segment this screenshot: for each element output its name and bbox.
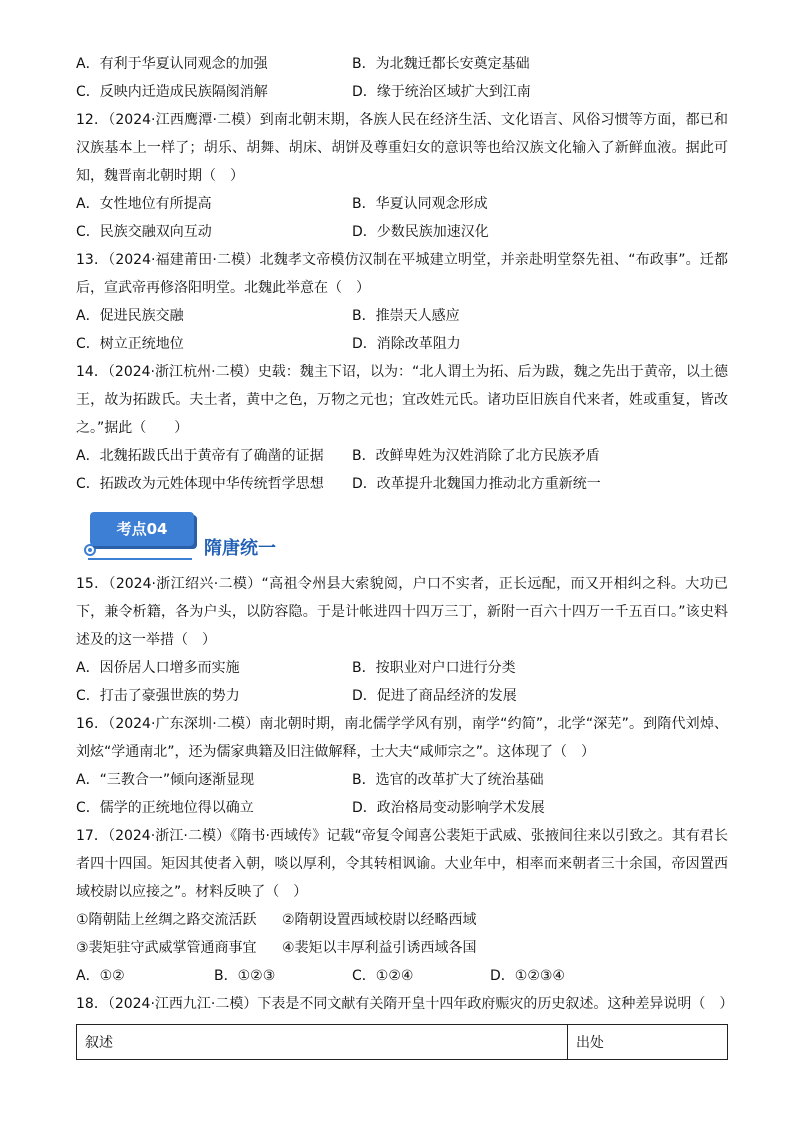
- badge-underline: [88, 548, 192, 560]
- q17-item-2: ②隋朝设置西域校尉以经略西域: [282, 912, 477, 928]
- q11-option-a[interactable]: A．有利于华夏认同观念的加强: [76, 56, 268, 72]
- q17-option-d[interactable]: D．①②③④: [490, 968, 565, 984]
- q12-options-row1: [76, 190, 728, 218]
- q12-option-b[interactable]: B．华夏认同观念形成: [352, 196, 488, 212]
- q16-option-d[interactable]: D．政治格局变动影响学术发展: [352, 800, 545, 816]
- q17-items-row2: [76, 934, 728, 962]
- q11-option-d[interactable]: D．缘于统治区域扩大到江南: [352, 84, 531, 100]
- q13-option-a[interactable]: A．促进民族交融: [76, 308, 184, 324]
- q11-options-row2: [76, 78, 728, 106]
- q15-option-a[interactable]: A．因侨居人口增多而实施: [76, 660, 240, 676]
- q16-options-row2: [76, 794, 728, 822]
- q15-option-b[interactable]: B．按职业对户口进行分类: [352, 660, 516, 676]
- q12-option-c[interactable]: C．民族交融双向互动: [76, 224, 212, 240]
- q13-option-c[interactable]: C．树立正统地位: [76, 336, 184, 352]
- q18-table: [76, 1024, 728, 1060]
- q15-options-row1: [76, 654, 728, 682]
- q14-option-a[interactable]: A．北魏拓跋氏出于黄帝有了确凿的证据: [76, 448, 324, 464]
- q17-options-row: [76, 962, 728, 990]
- q17-option-c[interactable]: C．①②④: [352, 968, 414, 984]
- q15-stem: 15．（2024·浙江绍兴·二模）“高祖令州县大索貌阅，户口不实者，正长远配，而又开相纠之科。大功已下，兼令析籍，各为户头，以防容隐。于是计帐进四十四万三丁，新附一百六十四万一千五百口。”该史料述及的这一举措（ ）: [76, 576, 728, 648]
- q16-stem: 16．（2024·广东深圳·二模）南北朝时期，南北儒学学风有别，南学“约简”，北学“深芜”。到隋代刘焯、刘炫“学通南北”，还为儒家典籍及旧注做解释，士大夫“咸师宗之”。这体现了（ ）: [76, 716, 728, 760]
- q11-options-row1: [76, 50, 728, 78]
- table-header-row: [77, 1025, 728, 1060]
- q12-option-a[interactable]: A．女性地位有所提高: [76, 196, 212, 212]
- q17-item-1: ①隋朝陆上丝绸之路交流活跃: [76, 912, 257, 928]
- q16-option-b[interactable]: B．选官的改革扩大了统治基础: [352, 772, 544, 788]
- q14-option-c[interactable]: C．拓跋改为元姓体现中华传统哲学思想: [76, 476, 324, 492]
- q12-options-row2: [76, 218, 728, 246]
- q17-option-a[interactable]: A．①②: [76, 968, 125, 984]
- q15-option-d[interactable]: D．促进了商品经济的发展: [352, 688, 517, 704]
- q14-option-d[interactable]: D．改革提升北魏国力推动北方重新统一: [352, 476, 601, 492]
- q13-options-row1: [76, 302, 728, 330]
- q17-stem: 17．（2024·浙江·二模）《隋书·西域传》记载“帝复令闻喜公裴矩于武威、张掖间往来以引致之。其有君长者四十四国。矩因其使者入朝，啖以厚利，令其转相讽谕。大业年中，相率而来朝者三十余国，帝因置西域校尉以应接之”。材料反映了（ ）: [76, 828, 728, 900]
- q11-option-b[interactable]: B．为北魏迁都长安奠定基础: [352, 56, 530, 72]
- q17-item-3: ③裴矩驻守武威掌管通商事宜: [76, 940, 257, 956]
- section-banner: [76, 508, 728, 566]
- q11-option-c[interactable]: C．反映内迁造成民族隔阂消解: [76, 84, 268, 100]
- q15-option-c[interactable]: C．打击了豪强世族的势力: [76, 688, 240, 704]
- question-content: [76, 50, 734, 1060]
- q17-items-row1: [76, 906, 728, 934]
- section-badge: 考点04: [90, 512, 194, 546]
- q13-option-d[interactable]: D．消除改革阻力: [352, 336, 461, 352]
- q17-item-4: ④裴矩以丰厚利益引诱西域各国: [282, 940, 477, 956]
- q13-stem: 13．（2024·福建莆田·二模）北魏孝文帝模仿汉制在平城建立明堂，并亲赴明堂祭先祖、“布政事”。迁都后，宣武帝再修洛阳明堂。北魏此举意在（ ）: [76, 252, 728, 296]
- q16-option-a[interactable]: A．“三教合一”倾向逐渐显现: [76, 772, 255, 788]
- q16-options-row1: [76, 766, 728, 794]
- q14-options-row1: [76, 442, 728, 470]
- q16-option-c[interactable]: C．儒学的正统地位得以确立: [76, 800, 254, 816]
- q15-options-row2: [76, 682, 728, 710]
- q14-options-row2: [76, 470, 728, 498]
- table-header-source: 出处: [568, 1025, 728, 1060]
- q14-stem: 14．（2024·浙江杭州·二模）史载：魏主下诏，以为：“北人谓土为拓、后为跋，魏之先出于黄帝，以土德王，故为拓跋氏。夫土者，黄中之色，万物之元也；宜改姓元氏。诸功臣旧族自代来者，姓或重复，皆改之。”据此（ ）: [76, 364, 728, 436]
- table-header-narrative: 叙述: [77, 1025, 568, 1060]
- q18-stem: 18．（2024·江西九江·二模）下表是不同文献有关隋开皇十四年政府赈灾的历史叙述。这种差异说明（ ）: [76, 996, 734, 1012]
- section-topic: 隋唐统一: [204, 538, 276, 559]
- q13-option-b[interactable]: B．推崇天人感应: [352, 308, 460, 324]
- q13-options-row2: [76, 330, 728, 358]
- q12-stem: 12．（2024·江西鹰潭·二模）到南北朝末期，各族人民在经济生活、文化语言、风俗习惯等方面，都已和汉族基本上一样了；胡乐、胡舞、胡床、胡饼及尊重妇女的意识等也给汉族文化输入了新鲜血液。据此可知，魏晋南北朝时期（ ）: [76, 112, 728, 184]
- q12-option-d[interactable]: D．少数民族加速汉化: [352, 224, 489, 240]
- q14-option-b[interactable]: B．改鲜卑姓为汉姓消除了北方民族矛盾: [352, 448, 600, 464]
- q17-option-b[interactable]: B．①②③: [214, 968, 276, 984]
